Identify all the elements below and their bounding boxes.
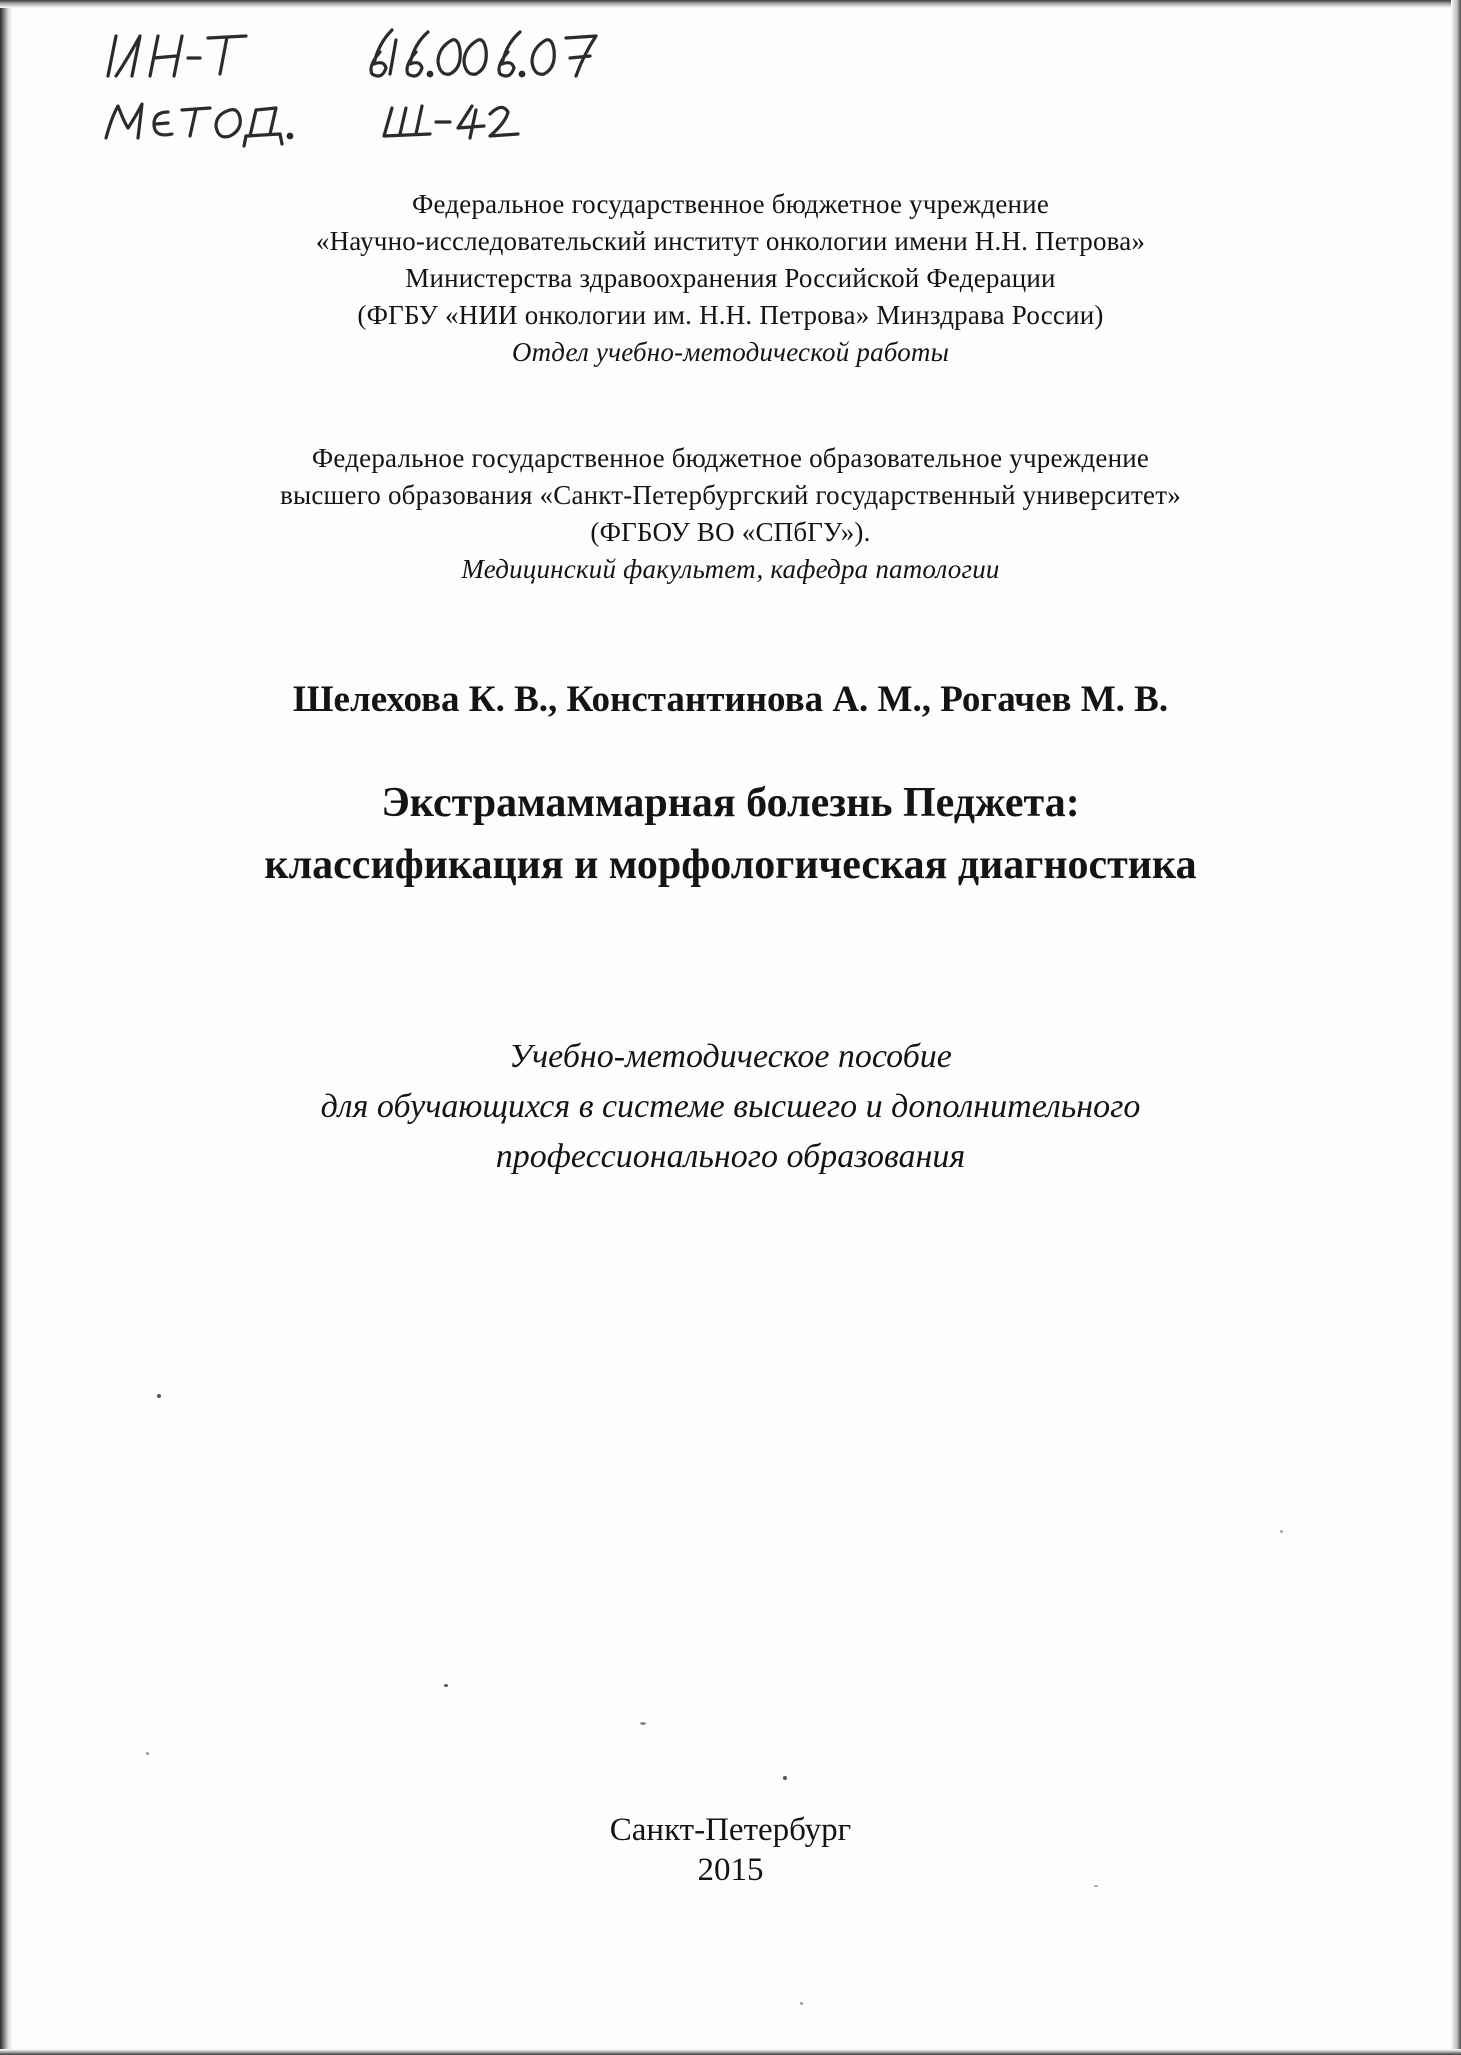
- scan-speck: [640, 1722, 646, 1725]
- institution2-line-2: высшего образования «Санкт-Петербургский государственный университет»: [280, 480, 1181, 510]
- institution1-line-2: «Научно-исследовательский институт онкологии имени Н.Н. Петрова»: [315, 226, 1146, 256]
- institution1-line-4: (ФГБУ «НИИ онкологии им. Н.Н. Петрова» Минздрава России): [357, 300, 1104, 330]
- subtitle-line-3: профессионального образования: [495, 1138, 966, 1175]
- scan-speck: [146, 1752, 149, 1755]
- scan-speck: [1094, 1885, 1098, 1887]
- institution2-line-1: Федеральное государственное бюджетное образовательное учреждение: [311, 443, 1150, 473]
- scan-speck: [157, 1394, 161, 1398]
- scan-edge-top: [0, 0, 1461, 8]
- subtitle-line-2: для обучающихся в системе высшего и дополнительного: [320, 1088, 1141, 1125]
- document-subtitle: [0, 1032, 1461, 1182]
- subtitle-line-1: Учебно-методическое пособие: [509, 1038, 952, 1075]
- institution-block-spbgu: [0, 440, 1461, 588]
- document-title: [0, 772, 1461, 896]
- title-line-1: Экстрамаммарная болезнь Педжета:: [381, 780, 1080, 826]
- scan-speck: [800, 2002, 803, 2005]
- imprint: [0, 1810, 1461, 1890]
- authors: Шелехова К. В., Константинова А. М., Рогачев М. В.: [292, 679, 1169, 720]
- scan-speck: [444, 1684, 448, 1687]
- imprint-year: 2015: [697, 1852, 764, 1888]
- imprint-city: Санкт-Петербург: [609, 1812, 852, 1848]
- institution1-line-3: Министерства здравоохранения Российской Федерации: [405, 263, 1056, 293]
- scan-edge-bottom: [0, 2049, 1461, 2055]
- institution2-line-3: (ФГБОУ ВО «СПбГУ»).: [590, 517, 871, 547]
- scan-speck: [1280, 1530, 1283, 1533]
- institution2-department: Медицинский факультет, кафедра патологии: [461, 554, 1000, 584]
- handwritten-catalog-note: [100, 18, 660, 153]
- title-line-2: классификация и морфологическая диагностика: [264, 842, 1197, 888]
- institution-block-niio: [0, 186, 1461, 371]
- scan-speck: [783, 1776, 787, 1780]
- institution1-department: Отдел учебно-методической работы: [511, 337, 950, 367]
- institution1-line-1: Федеральное государственное бюджетное учреждение: [411, 189, 1050, 219]
